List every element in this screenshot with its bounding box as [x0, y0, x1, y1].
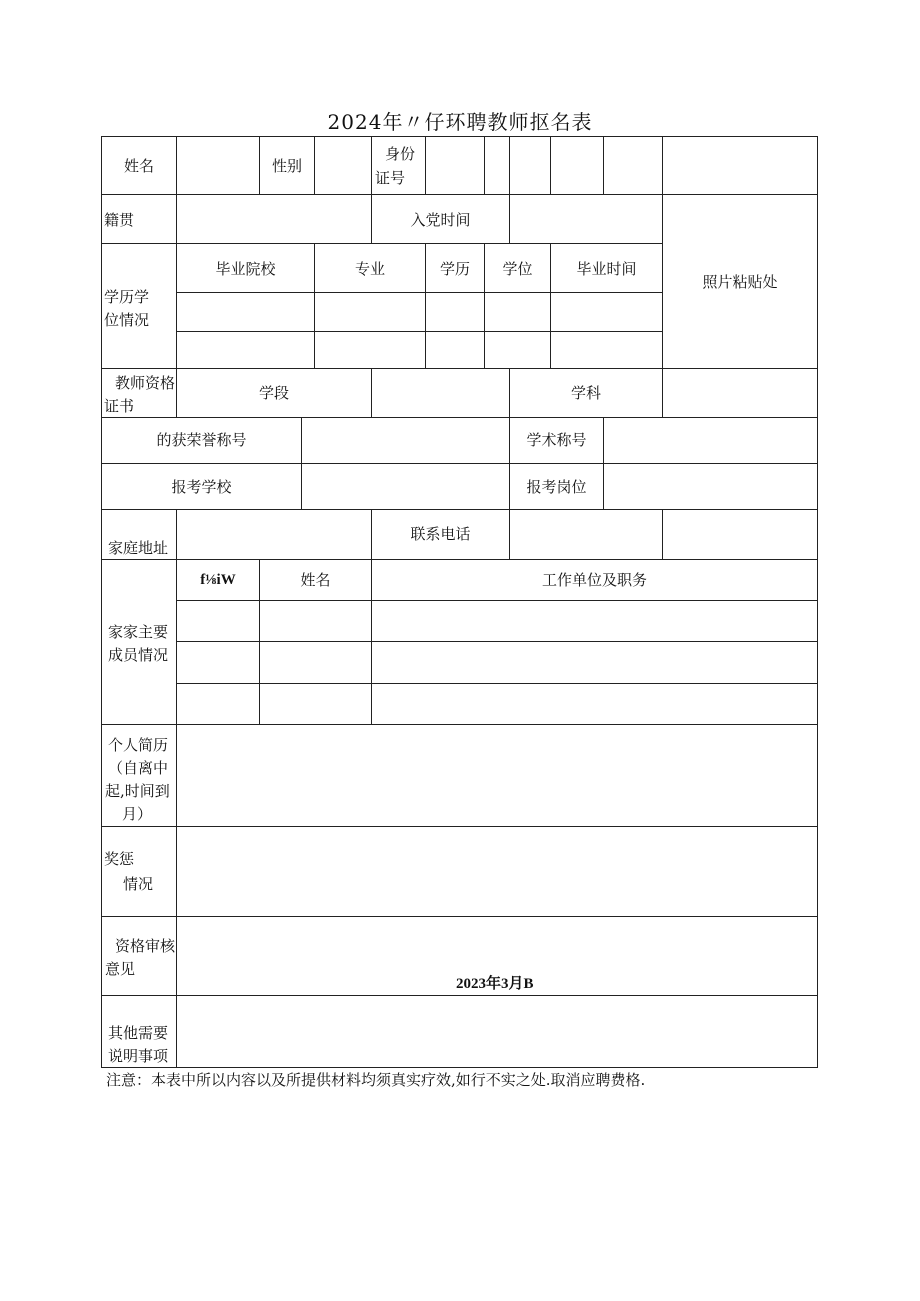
id-digit-field[interactable]	[484, 136, 510, 195]
edu-field[interactable]	[484, 331, 551, 369]
native-field[interactable]	[176, 194, 372, 244]
header-cell	[425, 243, 485, 293]
major-header: 专业	[354, 260, 385, 278]
grad-date-header: 毕业时间	[576, 260, 637, 278]
subject-label: 学科	[570, 384, 601, 402]
review-date: 2023年3月B	[456, 976, 534, 992]
id-digit-field[interactable]	[509, 136, 551, 195]
resume-field[interactable]	[176, 724, 818, 827]
label-cell	[176, 368, 372, 418]
form-title: 2024年〃仔环聘教师抠名表	[327, 110, 593, 134]
gender-field[interactable]	[314, 136, 372, 195]
label-cell	[101, 243, 177, 369]
phone-field[interactable]	[509, 509, 663, 560]
address-label: 家庭地址	[108, 539, 169, 557]
photo-label: 照片粘贴处	[702, 273, 778, 291]
header-cell	[550, 243, 663, 293]
award-label-line1: 奖惩	[104, 850, 135, 868]
header-cell	[176, 243, 315, 293]
header-cell	[371, 559, 818, 601]
id-digit-field[interactable]	[425, 136, 485, 195]
apply-school-field[interactable]	[301, 463, 510, 510]
label-cell	[101, 559, 177, 725]
name-label: 姓名	[123, 157, 154, 175]
resume-label-line1: 个人简历	[108, 736, 169, 754]
header-cell	[314, 243, 426, 293]
edu-header: 学历	[439, 260, 470, 278]
edu-field[interactable]	[176, 292, 315, 332]
member-name-header: 姓名	[300, 571, 331, 589]
cert-label-line1: 教师资格	[115, 374, 176, 392]
resume-label-line3: 起,时间到	[105, 782, 170, 800]
label-cell	[371, 136, 426, 195]
other-label-line1: 其他需要	[108, 1024, 169, 1042]
edu-label-line1: 学历学	[104, 288, 150, 306]
label-cell	[101, 995, 177, 1068]
extra-field[interactable]	[662, 509, 818, 560]
apply-post-label: 报考岗位	[526, 478, 587, 496]
review-label-line1: 资格审核	[115, 937, 176, 955]
phone-label: 联系电话	[410, 525, 471, 543]
label-cell	[371, 509, 510, 560]
family-field[interactable]	[259, 600, 372, 642]
label-cell	[101, 194, 177, 244]
label-cell	[101, 509, 177, 560]
resume-label-line2: （自离中	[108, 759, 169, 777]
name-field[interactable]	[176, 136, 260, 195]
resume-label-line4: 月）	[122, 805, 153, 823]
id-label-line2: 证号	[375, 169, 406, 187]
label-cell	[101, 463, 302, 510]
honors-field[interactable]	[301, 417, 510, 464]
edu-field[interactable]	[314, 331, 426, 369]
label-cell	[101, 916, 177, 996]
party-date-field[interactable]	[509, 194, 663, 244]
award-field[interactable]	[176, 826, 818, 917]
edu-field[interactable]	[550, 331, 663, 369]
label-cell	[101, 368, 177, 418]
cert-label-line2: 证书	[104, 397, 135, 415]
party-date-label: 入党时间	[410, 211, 471, 229]
other-field[interactable]	[176, 995, 818, 1068]
stage-field[interactable]	[371, 368, 510, 418]
header-cell	[176, 559, 260, 601]
academic-title-label: 学术称号	[526, 431, 587, 449]
edu-field[interactable]	[314, 292, 426, 332]
apply-post-field[interactable]	[603, 463, 818, 510]
edu-label-line2: 位情况	[104, 311, 150, 329]
label-cell	[509, 463, 604, 510]
native-label: 籍贯	[104, 211, 135, 229]
stage-label: 学段	[258, 384, 289, 402]
label-cell	[101, 826, 177, 917]
school-header: 毕业院校	[215, 260, 276, 278]
family-field[interactable]	[176, 683, 260, 725]
family-label-line2: 成员情况	[108, 646, 169, 664]
header-cell	[484, 243, 551, 293]
label-cell	[101, 724, 177, 827]
edu-field[interactable]	[425, 331, 485, 369]
gender-label: 性别	[271, 157, 302, 175]
label-cell	[509, 368, 663, 418]
review-label-line2: 意见	[105, 960, 136, 978]
address-field[interactable]	[176, 509, 372, 560]
header-cell	[259, 559, 372, 601]
academic-title-field[interactable]	[603, 417, 818, 464]
family-field[interactable]	[371, 641, 818, 684]
family-field[interactable]	[259, 683, 372, 725]
family-field[interactable]	[371, 683, 818, 725]
edu-field[interactable]	[550, 292, 663, 332]
family-field[interactable]	[176, 600, 260, 642]
edu-field[interactable]	[484, 292, 551, 332]
apply-school-label: 报考学校	[171, 478, 232, 496]
label-cell	[509, 417, 604, 464]
work-unit-header: 工作单位及职务	[541, 571, 647, 589]
other-label-line2: 说明事项	[108, 1047, 169, 1065]
photo-area[interactable]	[662, 194, 818, 369]
subject-field[interactable]	[662, 368, 818, 418]
honors-label: 的获荣誉称号	[156, 431, 247, 449]
label-cell	[371, 194, 510, 244]
id-digit-field[interactable]	[550, 136, 604, 195]
edu-field[interactable]	[176, 331, 315, 369]
family-field[interactable]	[176, 641, 260, 684]
footnote: 注意：本表中所以内容以及所提供材料均须真实疗效,如行不实之处.取消应聘费格.	[106, 1071, 646, 1089]
relation-header: f⅛iW	[200, 572, 236, 588]
id-digit-field[interactable]	[662, 136, 818, 195]
id-digit-field[interactable]	[603, 136, 663, 195]
review-field[interactable]	[176, 916, 818, 996]
family-label-line1: 家家主要	[108, 623, 169, 641]
label-cell	[259, 136, 315, 195]
family-field[interactable]	[371, 600, 818, 642]
id-label-line1: 身份	[385, 145, 416, 163]
edu-field[interactable]	[425, 292, 485, 332]
family-field[interactable]	[259, 641, 372, 684]
label-cell	[101, 417, 302, 464]
award-label-line2: 情况	[123, 875, 154, 893]
label-cell	[101, 136, 177, 195]
degree-header: 学位	[502, 260, 533, 278]
